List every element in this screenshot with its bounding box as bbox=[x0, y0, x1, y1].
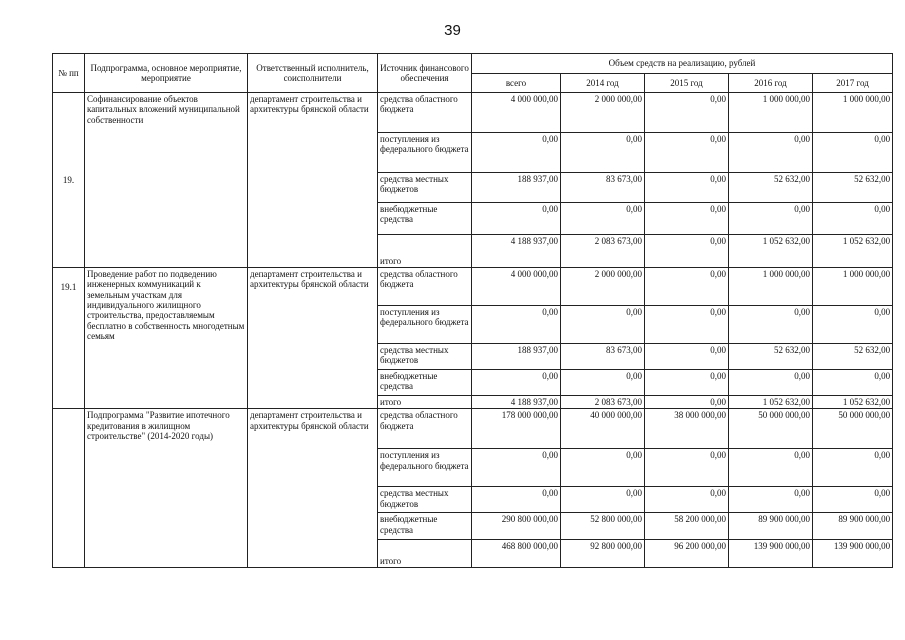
value-2015: 58 200 000,00 bbox=[645, 513, 729, 540]
source-cell: внебюджетные средства bbox=[378, 203, 472, 235]
value-2017: 1 000 000,00 bbox=[813, 93, 893, 133]
value-2016: 1 000 000,00 bbox=[729, 268, 813, 306]
value-2016: 52 632,00 bbox=[729, 173, 813, 203]
value-2015: 0,00 bbox=[645, 93, 729, 133]
value-2014: 2 083 673,00 bbox=[561, 396, 645, 409]
executor-name: департамент строительства и архитектуры брянской области bbox=[248, 268, 378, 409]
page-number: 39 bbox=[444, 22, 461, 39]
source-cell: поступления из федерального бюджета bbox=[378, 133, 472, 173]
value-2014: 2 000 000,00 bbox=[561, 93, 645, 133]
source-cell: поступления из федерального бюджета bbox=[378, 449, 472, 487]
value-total: 4 000 000,00 bbox=[472, 268, 561, 306]
value-2015: 0,00 bbox=[645, 203, 729, 235]
value-2015: 0,00 bbox=[645, 268, 729, 306]
value-total: 0,00 bbox=[472, 306, 561, 344]
value-2014: 0,00 bbox=[561, 306, 645, 344]
value-2015: 0,00 bbox=[645, 370, 729, 396]
header-executor: Ответственный исполнитель, соисполнители bbox=[248, 54, 378, 93]
source-cell: средства местных бюджетов bbox=[378, 173, 472, 203]
header-amount-group: Объем средств на реализацию, рублей bbox=[472, 54, 893, 74]
header-2016: 2016 год bbox=[729, 74, 813, 93]
value-2016: 89 900 000,00 bbox=[729, 513, 813, 540]
value-2015: 0,00 bbox=[645, 133, 729, 173]
value-total: 4 188 937,00 bbox=[472, 396, 561, 409]
value-2017: 0,00 bbox=[813, 133, 893, 173]
value-2016: 1 052 632,00 bbox=[729, 396, 813, 409]
source-cell: внебюджетные средства bbox=[378, 370, 472, 396]
value-total: 468 800 000,00 bbox=[472, 540, 561, 568]
value-2015: 0,00 bbox=[645, 306, 729, 344]
value-total: 4 188 937,00 bbox=[472, 235, 561, 268]
value-2014: 0,00 bbox=[561, 449, 645, 487]
value-2014: 92 800 000,00 bbox=[561, 540, 645, 568]
value-2014: 83 673,00 bbox=[561, 173, 645, 203]
source-total-label: итого bbox=[378, 540, 472, 568]
source-cell: средства местных бюджетов bbox=[378, 344, 472, 370]
value-2014: 83 673,00 bbox=[561, 344, 645, 370]
program-name: Проведение работ по подведению инженерных коммуникаций к земельным участкам для индивидуального жилищного строительства, предоставляемым бесплатно в собственность многодетным семьям bbox=[85, 268, 248, 409]
program-name: Софинансирование объектов капитальных вложений муниципальной собственности bbox=[85, 93, 248, 268]
value-total: 0,00 bbox=[472, 133, 561, 173]
table-body bbox=[53, 93, 893, 568]
source-cell: средства областного бюджета bbox=[378, 268, 472, 306]
value-2016: 0,00 bbox=[729, 306, 813, 344]
value-2015: 38 000 000,00 bbox=[645, 409, 729, 449]
value-2017: 0,00 bbox=[813, 449, 893, 487]
value-total: 0,00 bbox=[472, 370, 561, 396]
header-num: № пп bbox=[53, 54, 85, 93]
source-cell: средства областного бюджета bbox=[378, 93, 472, 133]
header-2014: 2014 год bbox=[561, 74, 645, 93]
value-2017: 0,00 bbox=[813, 370, 893, 396]
value-2015: 0,00 bbox=[645, 487, 729, 513]
header-2015: 2015 год bbox=[645, 74, 729, 93]
value-2015: 0,00 bbox=[645, 235, 729, 268]
value-total: 188 937,00 bbox=[472, 344, 561, 370]
value-2017: 1 000 000,00 bbox=[813, 268, 893, 306]
source-total-label: итого bbox=[378, 396, 472, 409]
value-2014: 52 800 000,00 bbox=[561, 513, 645, 540]
value-2016: 0,00 bbox=[729, 449, 813, 487]
source-cell: средства местных бюджетов bbox=[378, 487, 472, 513]
budget-table bbox=[52, 53, 893, 568]
value-2014: 0,00 bbox=[561, 370, 645, 396]
value-2017: 139 900 000,00 bbox=[813, 540, 893, 568]
executor-name: департамент строительства и архитектуры брянской области bbox=[248, 409, 378, 568]
value-2014: 2 083 673,00 bbox=[561, 235, 645, 268]
value-2015: 0,00 bbox=[645, 173, 729, 203]
value-2016: 1 000 000,00 bbox=[729, 93, 813, 133]
value-2016: 0,00 bbox=[729, 370, 813, 396]
header-2017: 2017 год bbox=[813, 74, 893, 93]
value-2017: 0,00 bbox=[813, 306, 893, 344]
value-2016: 1 052 632,00 bbox=[729, 235, 813, 268]
value-2017: 50 000 000,00 bbox=[813, 409, 893, 449]
value-total: 4 000 000,00 bbox=[472, 93, 561, 133]
program-name: Подпрограмма "Развитие ипотечного кредитования в жилищном строительстве" (2014-2020 годы) bbox=[85, 409, 248, 568]
value-2015: 0,00 bbox=[645, 396, 729, 409]
value-2017: 1 052 632,00 bbox=[813, 396, 893, 409]
row-number: 19. bbox=[53, 93, 85, 268]
header-source: Источник финансового обеспечения bbox=[378, 54, 472, 93]
value-total: 0,00 bbox=[472, 449, 561, 487]
value-2017: 1 052 632,00 bbox=[813, 235, 893, 268]
value-2014: 0,00 bbox=[561, 133, 645, 173]
source-cell: внебюджетные средства bbox=[378, 513, 472, 540]
value-2014: 2 000 000,00 bbox=[561, 268, 645, 306]
executor-name: департамент строительства и архитектуры брянской области bbox=[248, 93, 378, 268]
value-total: 178 000 000,00 bbox=[472, 409, 561, 449]
value-total: 0,00 bbox=[472, 203, 561, 235]
value-2016: 0,00 bbox=[729, 133, 813, 173]
value-2016: 0,00 bbox=[729, 203, 813, 235]
value-2017: 89 900 000,00 bbox=[813, 513, 893, 540]
value-2016: 52 632,00 bbox=[729, 344, 813, 370]
value-total: 0,00 bbox=[472, 487, 561, 513]
value-2016: 0,00 bbox=[729, 487, 813, 513]
row-number bbox=[53, 409, 85, 568]
row-number: 19.1 bbox=[53, 268, 85, 409]
value-total: 290 800 000,00 bbox=[472, 513, 561, 540]
value-total: 188 937,00 bbox=[472, 173, 561, 203]
value-2016: 50 000 000,00 bbox=[729, 409, 813, 449]
source-cell: поступления из федерального бюджета bbox=[378, 306, 472, 344]
value-2015: 96 200 000,00 bbox=[645, 540, 729, 568]
value-2017: 0,00 bbox=[813, 487, 893, 513]
source-total-label: итого bbox=[378, 235, 472, 268]
value-2014: 0,00 bbox=[561, 487, 645, 513]
value-2017: 0,00 bbox=[813, 203, 893, 235]
value-2017: 52 632,00 bbox=[813, 173, 893, 203]
value-2017: 52 632,00 bbox=[813, 344, 893, 370]
source-cell: средства областного бюджета bbox=[378, 409, 472, 449]
value-2015: 0,00 bbox=[645, 344, 729, 370]
value-2014: 40 000 000,00 bbox=[561, 409, 645, 449]
value-2016: 139 900 000,00 bbox=[729, 540, 813, 568]
header-program: Подпрограмма, основное мероприятие, мероприятие bbox=[85, 54, 248, 93]
value-2015: 0,00 bbox=[645, 449, 729, 487]
header-total: всего bbox=[472, 74, 561, 93]
value-2014: 0,00 bbox=[561, 203, 645, 235]
